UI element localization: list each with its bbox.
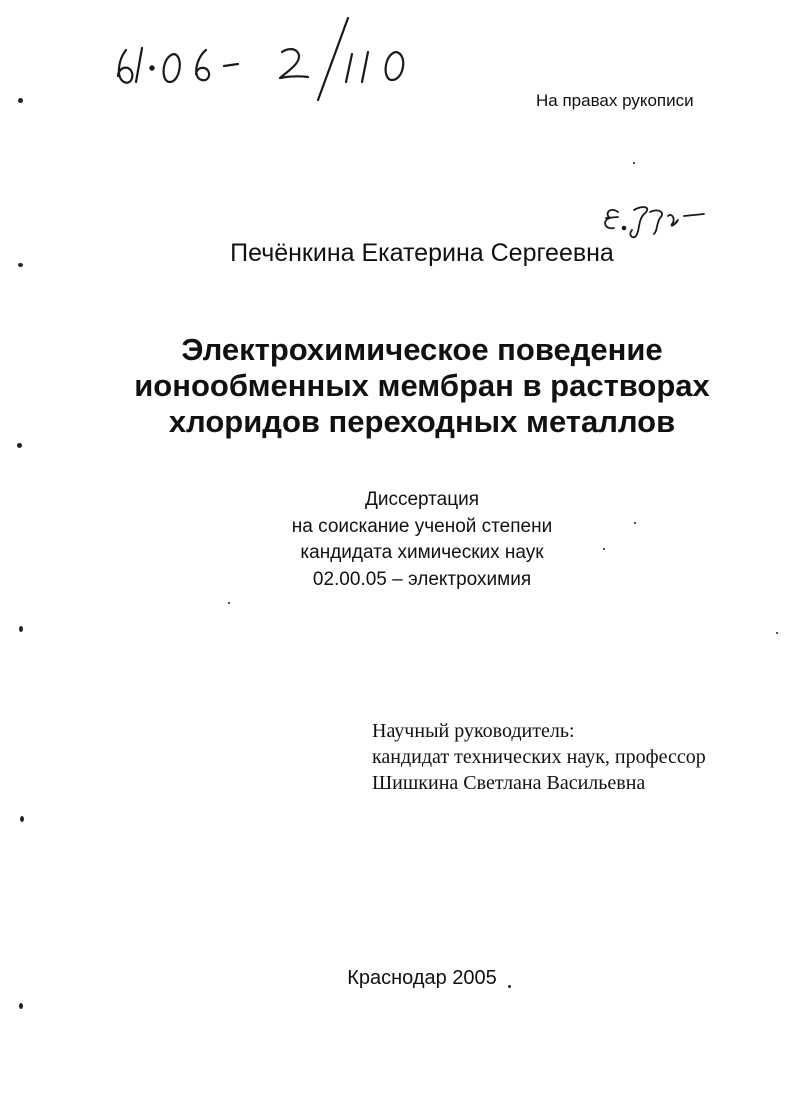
scan-speck (633, 162, 635, 164)
handwritten-catalog-number (112, 10, 432, 105)
scan-speck (18, 98, 23, 103)
degree-line-2: на соискание ученой степени (291, 515, 553, 537)
scan-speck (776, 632, 778, 634)
supervisor-label: Научный руководитель: (372, 720, 575, 742)
author-name: Печёнкина Екатерина Сергеевна (230, 239, 614, 267)
scan-speck (19, 1003, 23, 1009)
title-line-2: ионообменных мембран в растворах (134, 368, 710, 403)
supervisor-name: Шишкина Светлана Васильевна (372, 772, 646, 794)
scan-speck (634, 522, 636, 524)
title-line-1: Электрохимическое поведение (181, 332, 663, 367)
scan-speck (18, 263, 23, 267)
degree-line-1: Диссертация (364, 489, 480, 510)
title-line-3: хлоридов переходных металлов (168, 404, 676, 439)
dissertation-title (0, 332, 796, 440)
scan-speck (17, 443, 22, 448)
manuscript-rights-notice: На правах рукописи (536, 91, 694, 110)
scan-speck (228, 602, 230, 604)
scientific-supervisor (372, 718, 706, 796)
scan-speck (508, 985, 511, 988)
scan-speck (19, 626, 23, 632)
scan-speck (20, 816, 24, 822)
city-and-year: Краснодар 2005 (347, 967, 497, 989)
degree-line-3: кандидата химических наук (300, 542, 544, 563)
degree-line-4: 02.00.05 – электрохимия (312, 568, 532, 590)
signature (580, 190, 710, 240)
supervisor-title: кандидат технических наук, профессор (372, 746, 706, 768)
degree-statement (0, 487, 796, 593)
scan-speck (603, 548, 605, 550)
